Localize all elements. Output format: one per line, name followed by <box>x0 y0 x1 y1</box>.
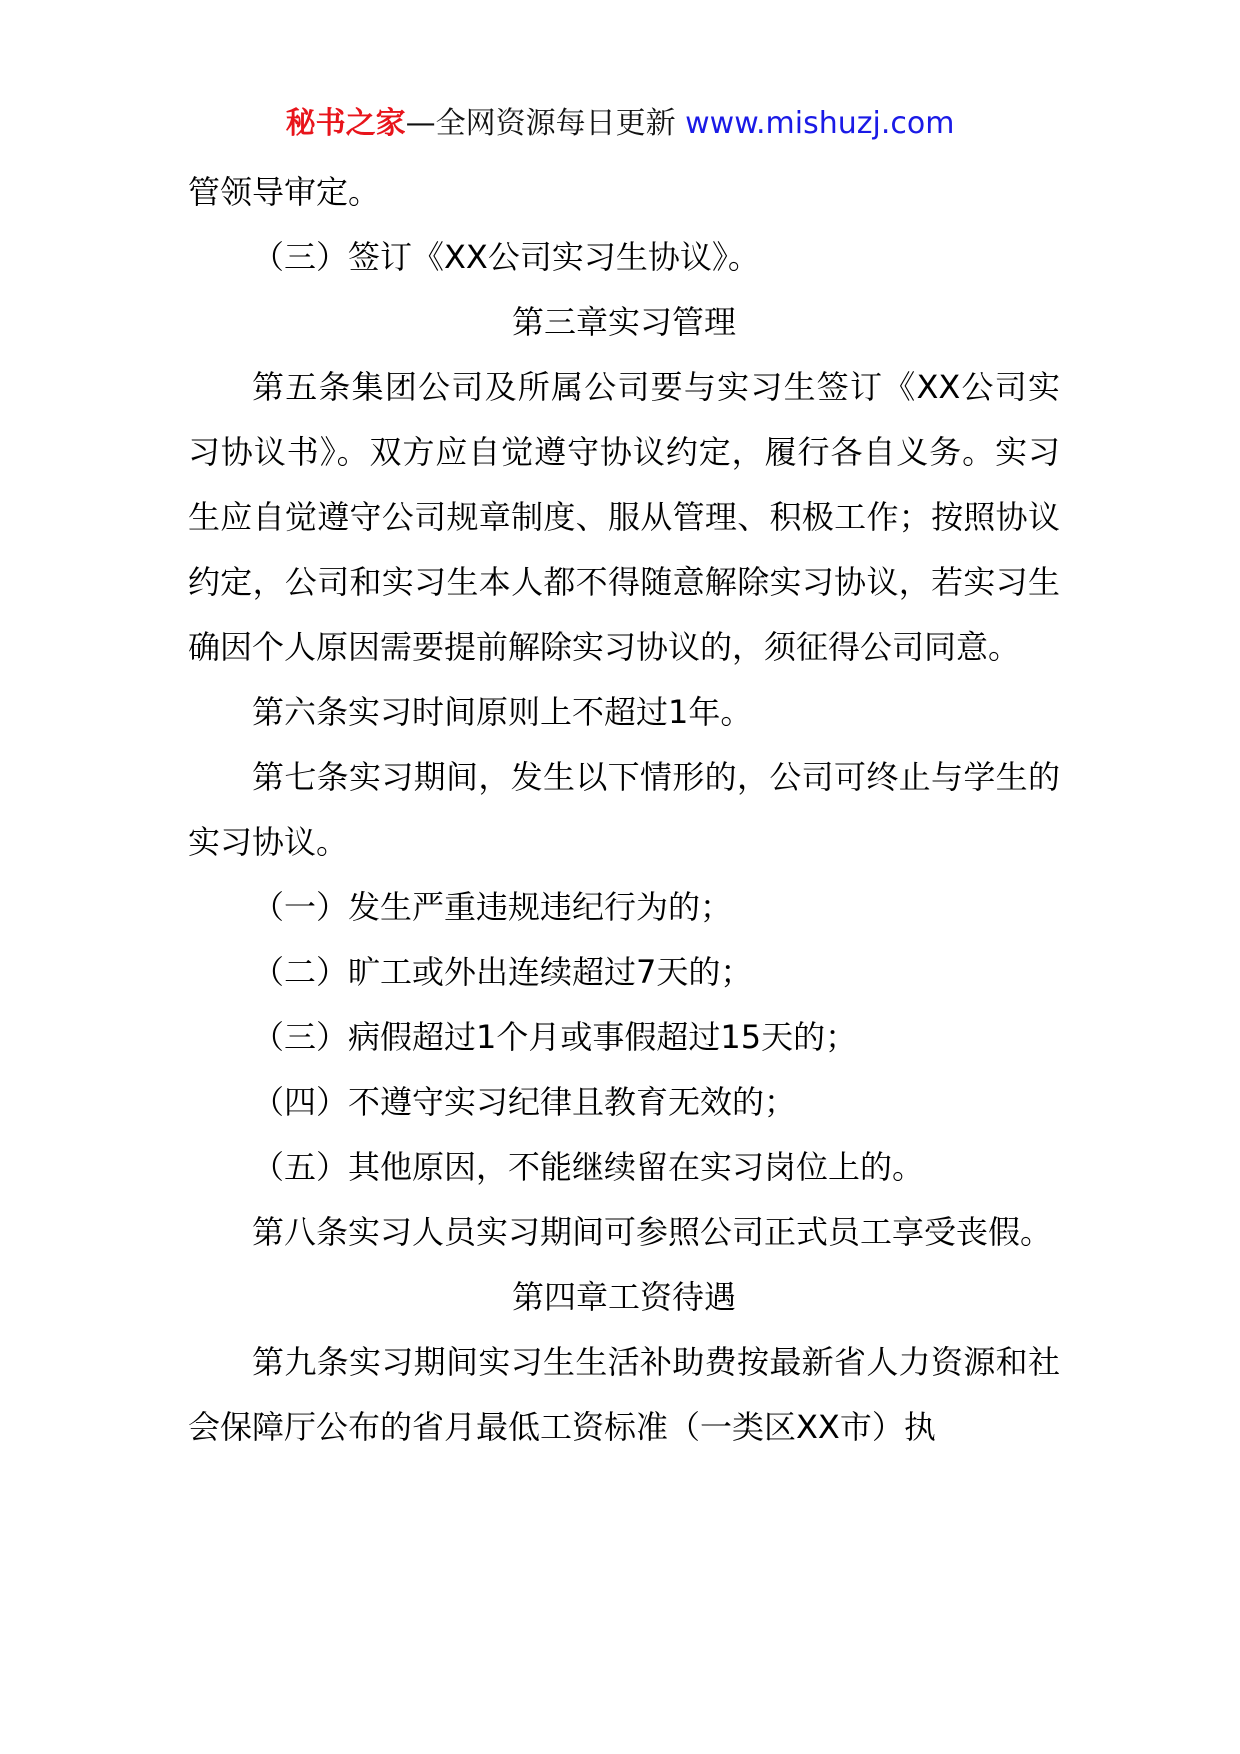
list-item: （一）发生严重违规违纪行为的； <box>252 888 733 926</box>
paragraph: （三）签订《XX公司实习生协议》。 <box>252 238 760 276</box>
site-header <box>0 100 1240 148</box>
paragraph: 第六条实习时间原则上不超过1年。 <box>252 693 753 731</box>
paragraph: 第九条实习期间实习生生活补助费按最新省人力资源和社会保障厅公布的省月最低工资标准（一类区XX市）执 <box>188 1343 1060 1446</box>
list-item: （五）其他原因，不能继续留在实习岗位上的。 <box>252 1148 925 1186</box>
header-slogan: —全网资源每日更新 <box>405 106 676 141</box>
paragraph: 第八条实习人员实习期间可参照公司正式员工享受丧假。 <box>252 1213 1053 1251</box>
list-item: （四）不遵守实习纪律且教育无效的； <box>252 1083 797 1121</box>
document-body <box>188 160 1060 1460</box>
paragraph: 第五条集团公司及所属公司要与实习生签订《XX公司实习协议书》。双方应自觉遵守协议约定，履行各自义务。实习生应自觉遵守公司规章制度、服从管理、积极工作；按照协议约定，公司和实习生本人都不得随意解除实习协议，若实习生确因个人原因需要提前解除实习协议的，须征得公司同意。 <box>188 368 1060 666</box>
brand-name: 秘书之家 <box>285 106 406 141</box>
list-item: （二）旷工或外出连续超过7天的； <box>252 953 753 991</box>
paragraph: 管领导审定。 <box>188 173 381 211</box>
chapter-heading: 第四章工资待遇 <box>511 1278 736 1316</box>
chapter-heading: 第三章实习管理 <box>511 303 736 341</box>
paragraph: 第七条实习期间，发生以下情形的，公司可终止与学生的实习协议。 <box>188 758 1060 861</box>
site-url-link[interactable]: www.mishuzj.com <box>685 106 955 141</box>
list-item: （三）病假超过1个月或事假超过15天的； <box>252 1018 858 1056</box>
